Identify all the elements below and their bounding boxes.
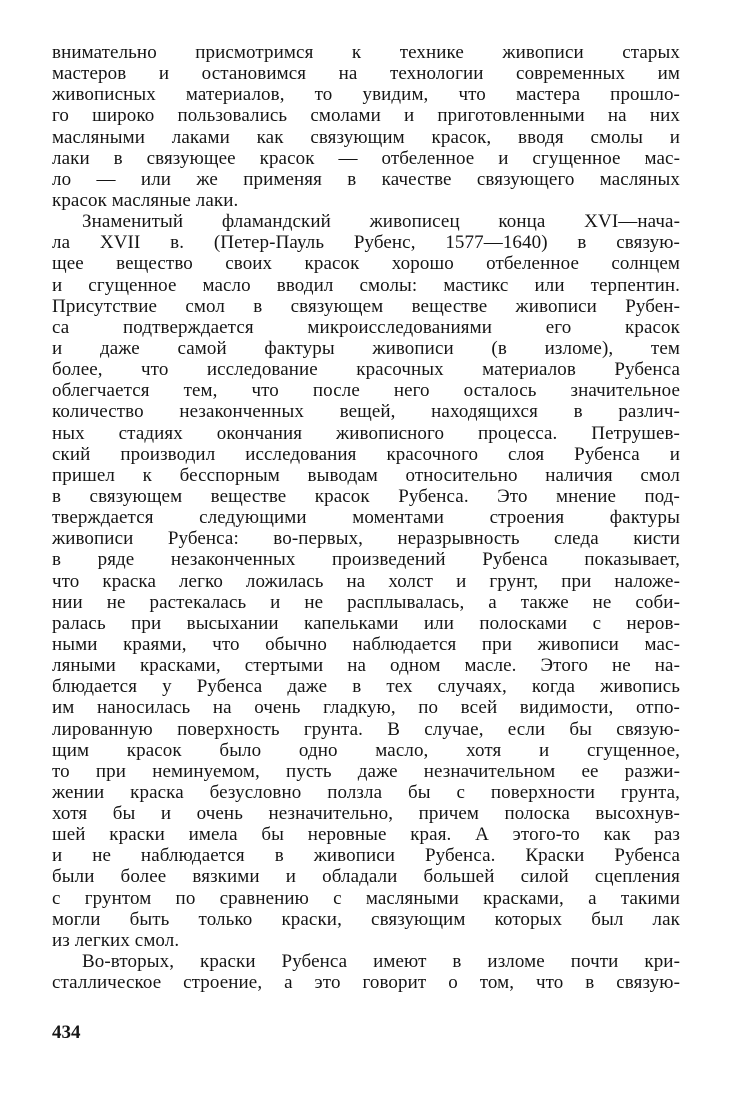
text-line: лаки в связующее красок — отбеленное и сгущенное мас- (52, 147, 680, 169)
text-line: ло — или же применяя в качестве связующего масляных (52, 168, 680, 190)
text-line: Во-вторых, краски Рубенса имеют в изломе почти кри- (82, 951, 680, 973)
text-line: мастеров и остановимся на технологии современных им (52, 63, 680, 85)
text-line: в связующем веществе красок Рубенса. Это мнение под- (52, 485, 680, 507)
text-line: тверждается следующими моментами строения фактуры (52, 507, 680, 529)
text-line: могли быть только краски, связующим которых был лак (52, 908, 680, 930)
text-line: го широко пользовались смолами и приготовленными на них (52, 105, 680, 127)
text-line: из легких смол. (52, 929, 180, 951)
text-line: ными краями, что обычно наблюдается при живописи мас- (52, 633, 680, 655)
text-line: в ряде незаконченных произведений Рубенса показывает, (52, 549, 680, 571)
text-line: живописных материалов, то увидим, что мастера прошло- (52, 84, 680, 106)
text-line: количество незаконченных вещей, находящихся в различ- (52, 401, 680, 423)
text-line: что краска легко ложилась на холст и грунт, при наложе- (52, 570, 680, 592)
text-line: были более вязкими и обладали большей силой сцепления (52, 866, 680, 888)
text-line: облегчается тем, что после него осталось значительное (52, 380, 680, 402)
text-line: лированную поверхность грунта. В случае, если бы связую- (52, 718, 680, 740)
text-line: им наносилась на очень гладкую, по всей видимости, отпо- (52, 697, 680, 719)
text-line: ных стадиях окончания живописного процесса. Петрушев- (52, 422, 680, 444)
text-line: сталлическое строение, а это говорит о том, что в связую- (52, 972, 680, 994)
text-line: масляными лаками как связующим красок, вводя смолы и (52, 126, 680, 148)
text-line: нии не растекалась и не расплывалась, а также не соби- (52, 591, 680, 613)
text-line: ляными красками, стертыми на одном масле. Этого не на- (52, 655, 680, 677)
text-line: ский производил исследования красочного слоя Рубенса и (52, 443, 680, 465)
text-line: Знаменитый фламандский живописец конца XVI—нача- (82, 211, 680, 233)
page-number: 434 (52, 1022, 81, 1043)
text-line: Присутствие смол в связующем веществе живописи Рубен- (52, 295, 680, 317)
text-line: шей краски имела бы неровные края. А этого-то как раз (52, 824, 680, 846)
text-line: са подтверждается микроисследованиями его красок (52, 316, 680, 338)
text-line: ла XVII в. (Петер-Пауль Рубенс, 1577—1640) в связую- (52, 232, 680, 254)
text-line: щее вещество своих красок хорошо отбеленное солнцем (52, 253, 680, 275)
body-text (52, 42, 680, 993)
text-line: более, что исследование красочных материалов Рубенса (52, 359, 680, 381)
text-line: с грунтом по сравнению с масляными красками, а такими (52, 887, 680, 909)
text-line: то при неминуемом, пусть даже незначительном ее разжи- (52, 760, 680, 782)
text-line: и даже самой фактуры живописи (в изломе), тем (52, 337, 680, 359)
text-line: живописи Рубенса: во-первых, неразрывность следа кисти (52, 528, 680, 550)
text-line: пришел к бесспорным выводам относительно наличия смол (52, 464, 680, 486)
text-line: жении краска безусловно ползла бы с поверхности грунта, (52, 781, 680, 803)
text-line: хотя бы и очень незначительно, причем полоска высохнув- (52, 803, 680, 825)
text-line: и не наблюдается в живописи Рубенса. Краски Рубенса (52, 845, 680, 867)
text-line: блюдается у Рубенса даже в тех случаях, когда живопись (52, 676, 680, 698)
text-line: и сгущенное масло вводил смолы: мастикс или терпентин. (52, 274, 680, 296)
text-line: щим красок было одно масло, хотя и сгущенное, (52, 739, 680, 761)
text-line: ралась при высыхании капельками или полосками с неров- (52, 612, 680, 634)
text-line: внимательно присмотримся к технике живописи старых (52, 42, 680, 63)
text-line: красок масляные лаки. (52, 189, 239, 211)
